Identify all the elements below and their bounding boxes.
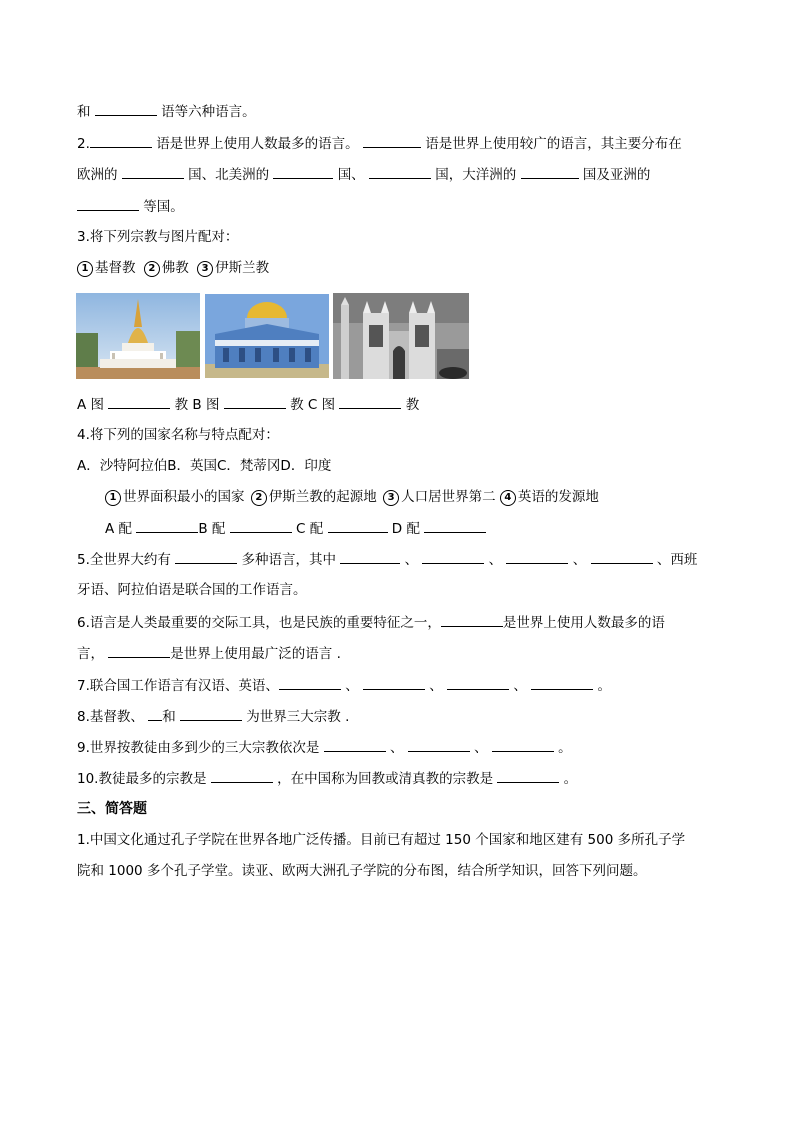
s1-line-1: 1.中国文化通过孔子学院在世界各地广泛传播。目前已有超过 150 个国家和地区建有 500 多所孔子学 (77, 832, 686, 848)
text: 、 (429, 678, 443, 694)
answer-blank[interactable] (441, 612, 503, 627)
text: C 配 (295, 521, 324, 537)
circled-number: 2 (144, 261, 160, 277)
text: 多种语言，其中 (241, 552, 336, 568)
q9-line (77, 737, 572, 758)
answer-blank[interactable] (340, 549, 400, 564)
text: 9.世界按教徒由多到少的三大宗教依次是 (77, 740, 320, 756)
text: 和 (162, 709, 176, 725)
answer-blank[interactable] (108, 643, 170, 658)
answer-blank[interactable] (422, 549, 484, 564)
answer-blank[interactable] (324, 737, 386, 752)
answer-blank[interactable] (95, 101, 157, 116)
text: 、 (404, 552, 419, 568)
text: 教 C 图 (290, 397, 336, 413)
circled-number: 3 (383, 490, 399, 506)
answer-blank[interactable] (447, 675, 509, 690)
answer-blank[interactable] (408, 737, 470, 752)
q3-answers (77, 394, 419, 415)
q4-features (105, 487, 599, 507)
option-text: 基督教 (95, 260, 136, 276)
answer-blank[interactable] (339, 394, 401, 409)
text: 教 (405, 397, 420, 413)
text: B 配 (198, 521, 226, 537)
text: A 配 (105, 521, 133, 537)
q5-line-2: 牙语、阿拉伯语是联合国的工作语言。 (77, 582, 307, 598)
q4-title: 4.将下列的国家名称与特点配对： (77, 427, 279, 443)
text: 语是世界上使用较广的语言，其主要分布在 (425, 136, 682, 152)
text: 。 (597, 678, 611, 694)
feature-text: 伊斯兰教的起源地 (268, 489, 377, 505)
q2-line-3 (77, 196, 184, 217)
s1-line-2: 院和 1000 多个孔子学堂。读亚、欧两大洲孔子学院的分布图，结合所学知识，回答下列问题。 (77, 863, 647, 879)
answer-blank[interactable] (122, 164, 184, 179)
text: 是世界上使用最广泛的语言 . (170, 646, 341, 662)
feature-text: 人口居世界第二 (401, 489, 496, 505)
photo-b-mosque (205, 294, 329, 378)
answer-blank[interactable] (224, 394, 286, 409)
text: 国、北美洲的 (188, 167, 270, 183)
photo-c-cathedral (333, 293, 469, 379)
answer-blank[interactable] (108, 394, 170, 409)
circled-number: 1 (77, 261, 93, 277)
answer-blank[interactable] (180, 706, 242, 721)
q4-countries: A．沙特阿拉伯B．英国C．梵蒂冈D．印度 (77, 458, 332, 474)
answer-blank[interactable] (148, 706, 162, 721)
answer-blank[interactable] (175, 549, 237, 564)
answer-blank[interactable] (497, 768, 559, 783)
q6-line-2 (77, 643, 341, 664)
q6-line-1 (77, 612, 665, 633)
text: D 配 (391, 521, 420, 537)
q3-title: 3.将下列宗教与图片配对： (77, 229, 239, 245)
circled-number: 3 (197, 261, 213, 277)
text: 和 (77, 104, 91, 120)
q1-tail-line (77, 101, 256, 122)
circled-number: 2 (251, 490, 267, 506)
feature-text: 世界面积最小的国家 (123, 489, 245, 505)
answer-blank[interactable] (77, 196, 139, 211)
text: 、 (389, 740, 404, 756)
text: 欧洲的 (77, 167, 118, 183)
answer-blank[interactable] (369, 164, 431, 179)
answer-blank[interactable] (136, 518, 198, 533)
answer-blank[interactable] (279, 675, 341, 690)
answer-blank[interactable] (273, 164, 333, 179)
text: 、 (488, 552, 503, 568)
answer-blank[interactable] (506, 549, 568, 564)
section-heading: 三、简答题 (77, 801, 147, 817)
text: 教 B 图 (174, 397, 220, 413)
text: 国及亚洲的 (582, 167, 651, 183)
answer-blank[interactable] (90, 133, 152, 148)
option-text: 伊斯兰教 (215, 260, 270, 276)
q10-line (77, 768, 577, 789)
q5-line-1 (77, 549, 697, 570)
circled-number: 4 (500, 490, 516, 506)
question-number: 2. (77, 136, 90, 152)
answer-blank[interactable] (492, 737, 554, 752)
q3-options (77, 258, 269, 278)
text: 、西班 (656, 552, 698, 568)
answer-blank[interactable] (363, 133, 421, 148)
text: 8.基督教、 (77, 709, 144, 725)
answer-blank[interactable] (531, 675, 593, 690)
answer-blank[interactable] (591, 549, 653, 564)
answer-blank[interactable] (521, 164, 579, 179)
photo-a-pagoda (76, 293, 200, 379)
text: 国，大洋洲的 (435, 167, 517, 183)
answer-blank[interactable] (328, 518, 388, 533)
text: A 图 (77, 397, 105, 413)
text: 语等六种语言。 (161, 104, 256, 120)
circled-number: 1 (105, 490, 121, 506)
text: 语是世界上使用人数最多的语言。 (156, 136, 359, 152)
q2-line-2 (77, 164, 650, 185)
text: 、 (513, 678, 527, 694)
text: 6.语言是人类最重要的交际工具，也是民族的重要特征之一， (77, 615, 441, 631)
q4-answers (105, 518, 486, 539)
text: ，在中国称为回教或清真教的宗教是 (277, 771, 494, 787)
text: 。 (563, 771, 578, 787)
text: 5.全世界大约有 (77, 552, 171, 568)
text: 、 (345, 678, 359, 694)
text: 7.联合国工作语言有汉语、英语、 (77, 678, 279, 694)
answer-blank[interactable] (230, 518, 292, 533)
answer-blank[interactable] (211, 768, 273, 783)
text: 、 (572, 552, 587, 568)
answer-blank[interactable] (424, 518, 486, 533)
text: 等国。 (143, 199, 184, 215)
text: 。 (558, 740, 572, 756)
text: 国、 (337, 167, 365, 183)
option-text: 佛教 (161, 260, 189, 276)
q7-line (77, 675, 611, 696)
text: 是世界上使用人数最多的语 (502, 615, 665, 631)
text: 10.教徒最多的宗教是 (77, 771, 207, 787)
text: 言， (77, 646, 104, 662)
text: 为世界三大宗教 . (246, 709, 350, 725)
feature-text: 英语的发源地 (517, 489, 599, 505)
answer-blank[interactable] (363, 675, 425, 690)
q2-line-1 (77, 133, 682, 154)
q8-line (77, 706, 349, 727)
text: 、 (474, 740, 488, 756)
